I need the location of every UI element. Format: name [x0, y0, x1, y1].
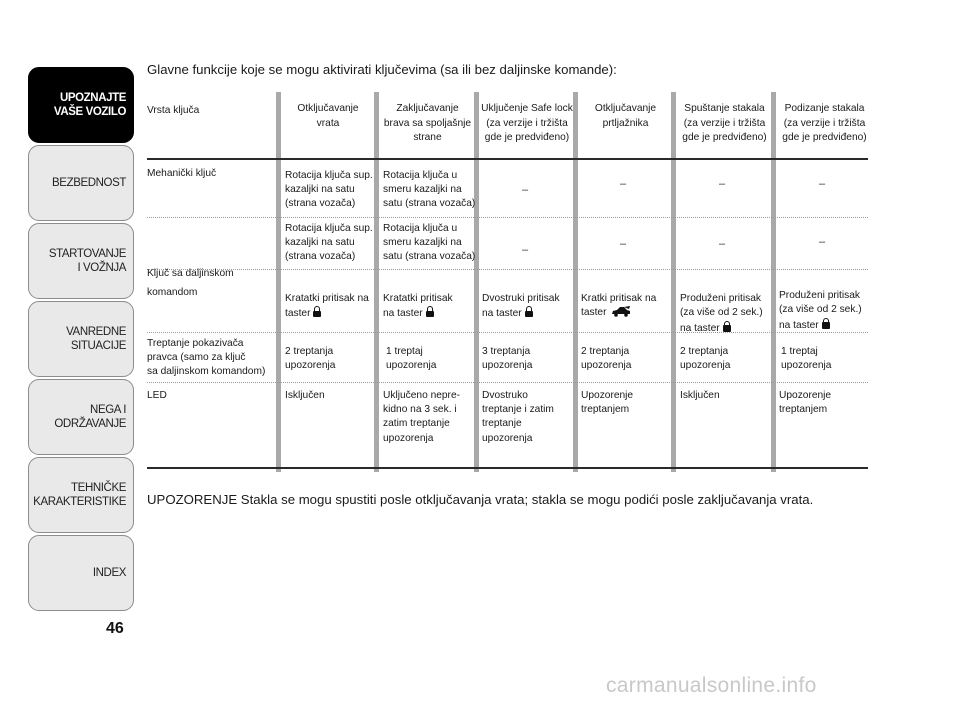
header-key-type: Vrsta ključa	[147, 105, 200, 116]
cell-mechanical-trunk: –	[620, 178, 627, 190]
row-label-indicators: Treptanje pokazivača pravca (samo za ključ sa daljinskom komandom)	[147, 338, 266, 378]
cell-led-unlock: Isključen	[285, 390, 325, 401]
cell-led-windows-up: Upozorenje treptanjem	[779, 390, 832, 416]
tab-bezbednost[interactable]: BEZBEDNOST	[28, 145, 134, 221]
row-label-mechanical-key: Mehanički ključ	[147, 168, 217, 179]
row-divider	[147, 269, 868, 270]
cell-mechanical-windows-down: –	[719, 178, 726, 190]
cell-remote-key-windows-up: –	[819, 236, 826, 248]
cell-text: Kratatki pritisak na taster	[383, 293, 453, 320]
column-divider	[671, 92, 676, 472]
tab-vanredne-situacije[interactable]: VANREDNE SITUACIJE	[28, 301, 134, 377]
row-label-led: LED	[147, 390, 167, 401]
cell-mechanical-unlock: Rotacija ključa sup. kazaljki na satu (strana vozača)	[285, 170, 373, 210]
cell-text: Kratki pritisak na taster	[581, 293, 657, 319]
header-rule	[147, 158, 868, 160]
column-divider	[474, 92, 479, 472]
cell-indicators-windows-up: 1 treptaj upozorenja	[781, 346, 832, 372]
cell-mechanical-safe-lock: –	[522, 184, 529, 196]
header-unlock-trunk: Otključavanje prtljažnika	[594, 103, 657, 129]
table-bottom-rule	[147, 467, 868, 469]
page-number: 46	[106, 620, 124, 637]
cell-text: Produženi pritisak (za više od 2 sek.) na taster	[680, 293, 763, 334]
cell-remote-key-safe-lock: –	[522, 244, 529, 256]
cell-remote-safe-lock	[482, 278, 560, 322]
cell-remote-key-unlock: Rotacija ključa sup. kazaljki na satu (strana vozača)	[285, 223, 373, 263]
cell-text: Dvostruki pritisak na taster	[482, 293, 560, 320]
watermark: carmanualsonline.info	[606, 674, 817, 697]
cell-indicators-trunk: 2 treptanja upozorenja	[581, 346, 632, 372]
column-divider	[771, 92, 776, 472]
lock-icon	[723, 321, 731, 332]
cell-indicators-windows-down: 2 treptanja upozorenja	[680, 346, 731, 372]
tab-upoznajte-vase-vozilo[interactable]: UPOZNAJTE VAŠE VOZILO	[28, 67, 134, 143]
cell-indicators-lock: 1 treptaj upozorenja	[386, 346, 437, 372]
cell-led-lock: Uključeno nepre- kidno na 3 sek. i zatim treptanje upozorenja	[383, 390, 461, 444]
column-divider	[374, 92, 379, 472]
tab-index[interactable]: INDEX	[28, 535, 134, 611]
car-trunk-icon	[611, 306, 631, 317]
header-windows-up: Podizanje stakala (za verzije i tržišta gde je predviđeno)	[782, 103, 867, 143]
column-divider	[573, 92, 578, 472]
column-divider	[276, 92, 281, 472]
cell-text: Kratatki pritisak na taster	[285, 293, 369, 320]
lock-icon	[426, 306, 434, 317]
page-heading: Glavne funkcije koje se mogu aktivirati ključevima (sa ili bez daljinske komande):	[147, 62, 617, 77]
row-divider	[147, 217, 868, 218]
cell-remote-key-windows-down: –	[719, 238, 726, 250]
row-divider	[147, 382, 868, 383]
lock-icon	[525, 306, 533, 317]
tab-nega-i-odrzavanje[interactable]: NEGA I ODRŽAVANJE	[28, 379, 134, 455]
cell-remote-windows-down	[680, 278, 763, 336]
cell-indicators-safe-lock: 3 treptanja upozorenja	[482, 346, 533, 372]
cell-led-trunk: Upozorenje treptanjem	[581, 390, 634, 416]
lock-icon	[313, 306, 321, 317]
tab-tehnicke-karakteristike[interactable]: TEHNIČKE KARAKTERISTIKE	[28, 457, 134, 533]
warning-note: UPOZORENJE Stakla se mogu spustiti posle otključavanja vrata; stakla se mogu podići posle zaključavanja vrata.	[147, 492, 814, 507]
header-unlock-doors: Otključavanje vrata	[297, 103, 359, 129]
cell-text: Produženi pritisak (za više od 2 sek.) na taster	[779, 290, 862, 331]
cell-remote-key-trunk: –	[620, 238, 627, 250]
header-windows-down: Spuštanje stakala (za verzije i tržišta gde je predviđeno)	[682, 103, 767, 143]
cell-indicators-unlock: 2 treptanja upozorenja	[285, 346, 336, 372]
cell-remote-key-lock: Rotacija ključa u smeru kazaljki na satu (strana vozača)	[383, 223, 476, 263]
row-label-remote-key: Ključ sa daljinskom komandom	[147, 268, 234, 298]
header-lock-exterior: Zaključavanje brava sa spoljašnje strane	[383, 103, 472, 143]
cell-remote-windows-up	[779, 275, 862, 333]
cell-remote-trunk	[581, 278, 656, 321]
header-safe-lock: Uključenje Safe lock (za verzije i tržišta gde je predviđeno)	[481, 103, 573, 143]
cell-remote-unlock	[285, 278, 369, 322]
cell-mechanical-windows-up: –	[819, 178, 826, 190]
lock-icon	[822, 318, 830, 329]
cell-led-safe-lock: Dvostruko treptanje i zatim treptanje upozorenja	[482, 390, 554, 444]
cell-led-windows-down: Isključen	[680, 390, 720, 401]
cell-remote-lock	[383, 278, 453, 322]
tab-startovanje-i-voznja[interactable]: STARTOVANJE I VOŽNJA	[28, 223, 134, 299]
cell-mechanical-lock: Rotacija ključa u smeru kazaljki na satu (strana vozača)	[383, 170, 476, 210]
